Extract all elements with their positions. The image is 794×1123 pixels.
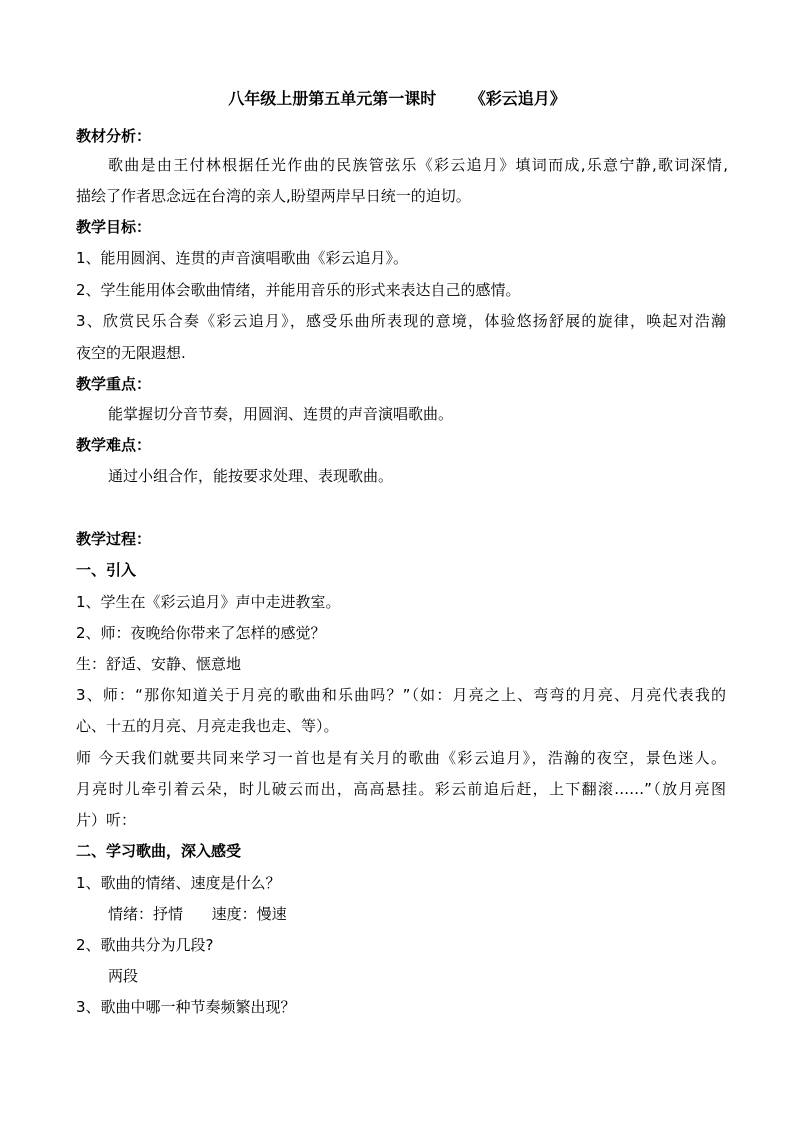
question-2-3: 3、歌曲中哪一种节奏频繁出现？ (76, 998, 296, 1016)
part-2-heading: 二、学习歌曲，深入感受 (76, 842, 242, 860)
teacher-intro-line-2: 月亮时儿牵引着云朵，时儿破云而出，高高悬挂。彩云前追后赶，上下翻滚……”（放月亮图 (76, 780, 726, 798)
goal-1: 1、能用圆润、连贯的声音演唱歌曲《彩云追月》。 (76, 249, 409, 267)
process-heading: 教学过程： (76, 530, 152, 548)
key-points-text: 能掌握切分音节奏，用圆润、连贯的声音演唱歌曲。 (108, 405, 454, 423)
part-1-heading: 一、引入 (76, 561, 137, 579)
answer-2-1: 情绪：抒情 速度：慢速 (108, 905, 287, 923)
difficulty-heading: 教学难点： (76, 436, 152, 454)
goal-2: 2、学生能用体会歌曲情绪，并能用音乐的形式来表达自己的感情。 (76, 281, 521, 299)
analysis-heading: 教材分析： (76, 127, 152, 145)
question-2-1: 1、歌曲的情绪、速度是什么？ (76, 874, 281, 892)
answer-2-2: 两段 (108, 967, 139, 985)
analysis-paragraph-line-2: 描绘了作者思念远在台湾的亲人,盼望两岸早日统一的迫切。 (76, 187, 471, 205)
goal-3-line-2: 夜空的无限遐想. (76, 344, 186, 362)
teacher-intro-line-1: 师 今天我们就要共同来学习一首也是有关月的歌曲《彩云追月》，浩瀚的夜空，景色迷人。 (76, 749, 726, 767)
difficulty-text: 通过小组合作，能按要求处理、表现歌曲。 (108, 467, 394, 485)
teacher-intro-line-3: 片）听： (76, 811, 137, 829)
step-1-1: 1、学生在《彩云追月》声中走进教室。 (76, 593, 341, 611)
analysis-paragraph-line-1: 歌曲是由王付林根据任光作曲的民族管弦乐《彩云追月》填词而成,乐意宁静,歌词深情, (108, 156, 728, 174)
goal-3-line-1: 3、欣赏民乐合奏《彩云追月》，感受乐曲所表现的意境，体验悠扬舒展的旋律，唤起对浩瀚 (76, 312, 726, 330)
student-answer: 生：舒适、安静、惬意地 (76, 655, 242, 673)
question-2-2: 2、歌曲共分为几段? (76, 936, 214, 954)
step-1-2: 2、师：夜晚给你带来了怎样的感觉？ (76, 624, 326, 642)
key-points-heading: 教学重点： (76, 375, 152, 393)
step-1-3-line-1: 3、师：“那你知道关于月亮的歌曲和乐曲吗？”（如：月亮之上、弯弯的月亮、月亮代表我的 (76, 686, 726, 704)
step-1-3-line-2: 心、十五的月亮、月亮走我也走、等）。 (76, 717, 339, 735)
goals-heading: 教学目标： (76, 218, 152, 236)
page-title: 八年级上册第五单元第一课时 《彩云追月》 (228, 89, 566, 108)
